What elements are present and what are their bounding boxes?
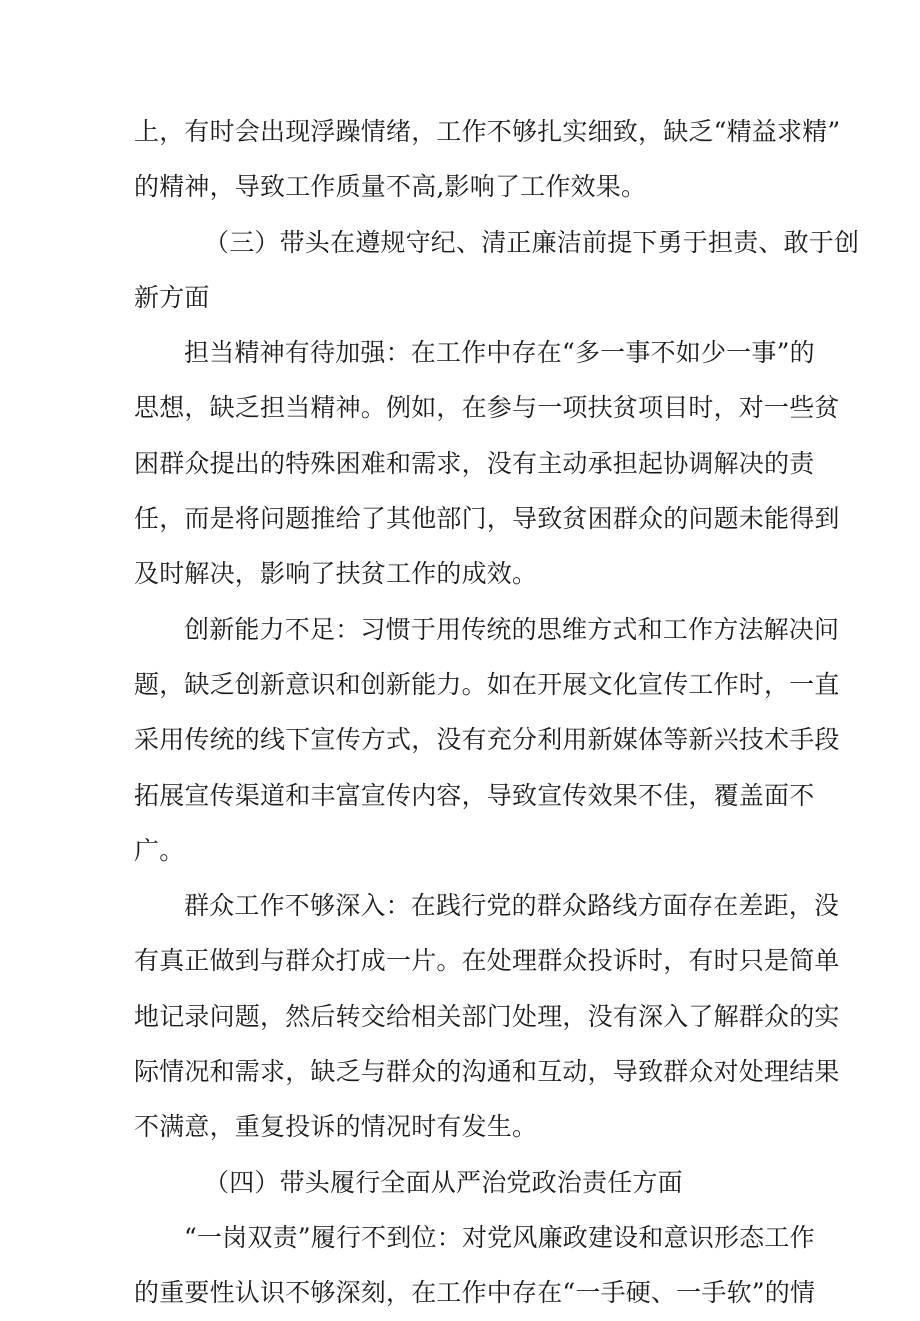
heading-line: 新方面 xyxy=(134,282,210,312)
document-body xyxy=(134,104,860,1321)
text-line: 上，有时会出现浮躁情绪，工作不够扎实细致，缺乏“精益求精” xyxy=(134,117,841,146)
text-line: “一岗双责”履行不到位：对党风廉政建设和意识形态工作 xyxy=(184,1222,815,1252)
text-line: 群众工作不够深入：在践行党的群众路线方面存在差距，没 xyxy=(184,891,840,921)
heading-line: （三）带头在遵规守纪、清正廉洁前提下勇于担责、敢于创 xyxy=(204,227,860,257)
heading-line: （四）带头履行全面从严治党政治责任方面 xyxy=(204,1167,683,1197)
text-line: 创新能力不足：习惯于用传统的思维方式和工作方法解决问 xyxy=(184,614,840,644)
paragraph-continuation xyxy=(134,104,841,215)
section-heading-3 xyxy=(134,215,860,326)
text-line: 困群众提出的特殊困难和需求，没有主动承担起协调解决的责 xyxy=(134,448,815,478)
text-line: 采用传统的线下宣传方式，没有充分利用新媒体等新兴技术手段 xyxy=(134,725,840,755)
paragraph-dual-duty xyxy=(134,1210,816,1321)
text-line: 思想，缺乏担当精神。例如，在参与一项扶贫项目时，对一些贫 xyxy=(134,393,840,423)
text-line: 有真正做到与群众打成一片。在处理群众投诉时，有时只是简单 xyxy=(134,946,840,976)
paragraph-mass-work xyxy=(134,878,840,1154)
paragraph-responsibility xyxy=(134,325,840,601)
text-line: 及时解决，影响了扶贫工作的成效。 xyxy=(134,559,538,589)
text-line: 际情况和需求，缺乏与群众的沟通和互动，导致群众对处理结果 xyxy=(134,1057,840,1087)
text-line: 拓展宣传渠道和丰富宣传内容，导致宣传效果不佳，覆盖面不 xyxy=(134,780,815,810)
text-line: 担当精神有待加强：在工作中存在“多一事不如少一事”的 xyxy=(184,338,815,368)
text-line: 地记录问题，然后转交给相关部门处理，没有深入了解群众的实 xyxy=(134,1001,840,1031)
text-line: 任，而是将问题推给了其他部门，导致贫困群众的问题未能得到 xyxy=(134,504,840,534)
section-heading-4 xyxy=(134,1155,794,1210)
text-line: 不满意，重复投诉的情况时有发生。 xyxy=(134,1112,538,1142)
text-line: 广。 xyxy=(134,835,185,865)
paragraph-innovation xyxy=(134,602,840,878)
text-line: 的重要性认识不够深刻，在工作中存在“一手硬、一手软”的情 xyxy=(134,1278,816,1308)
text-line: 题，缺乏创新意识和创新能力。如在开展文化宣传工作时，一直 xyxy=(134,669,840,699)
text-line: 的精神，导致工作质量不高,影响了工作效果。 xyxy=(134,172,647,202)
